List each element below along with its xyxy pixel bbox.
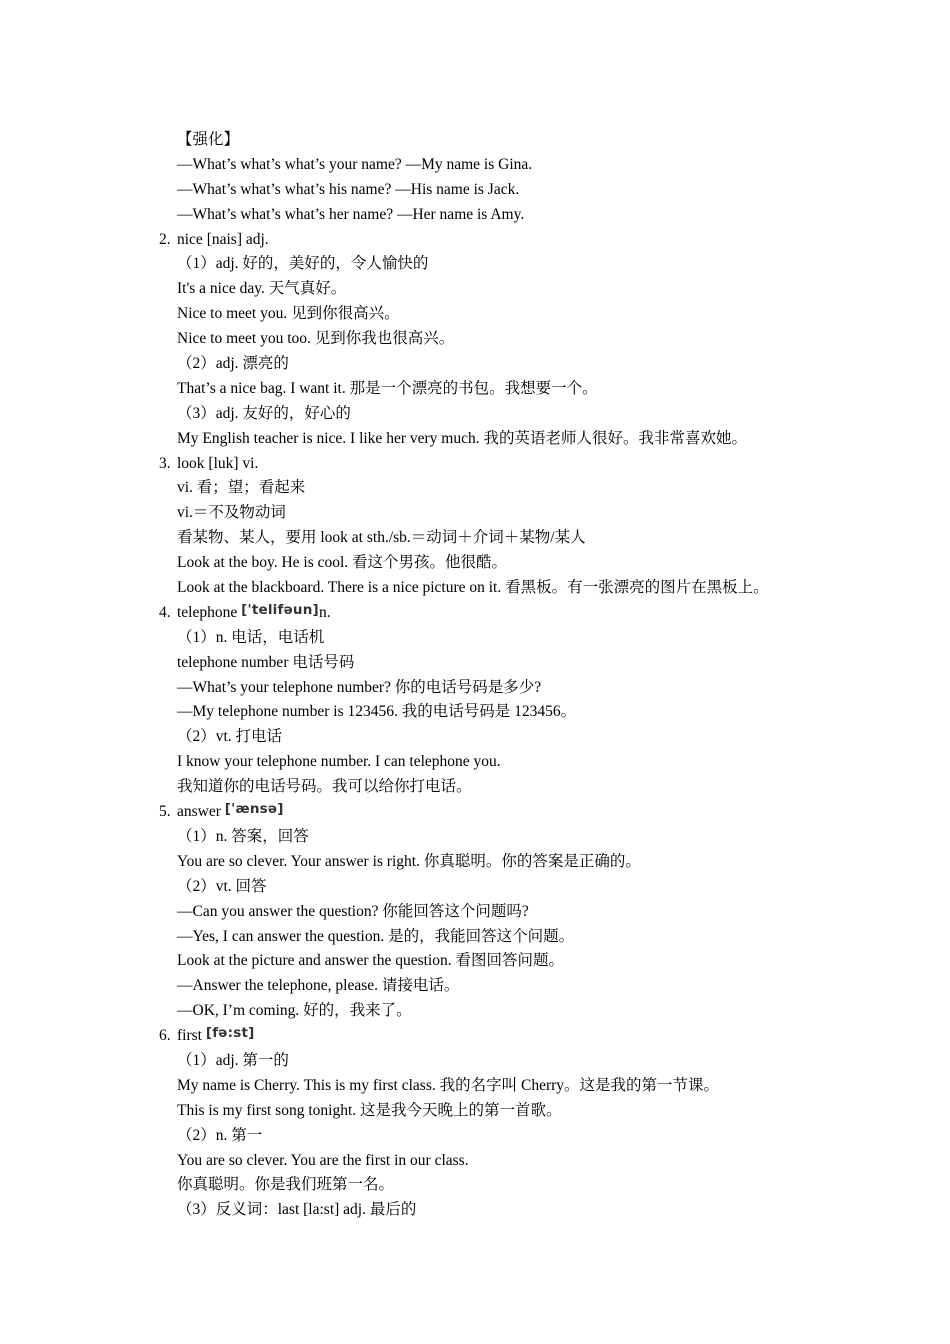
text-line: —Can you answer the question? 你能回答这个问题吗? bbox=[177, 902, 529, 920]
phonetic-transcription: ['ænsə] bbox=[224, 801, 284, 818]
text-line: 【强化】 bbox=[177, 131, 240, 148]
text-line: （3）反义词：last [la:st] adj. 最后的 bbox=[177, 1201, 417, 1219]
text-line: This is my first song tonight. 这是我今天晚上的第一首歌。 bbox=[177, 1101, 562, 1119]
text-line: My English teacher is nice. I like her very much. 我的英语老师人很好。我非常喜欢她。 bbox=[177, 429, 747, 447]
text-line: （3）adj. 友好的，好心的 bbox=[177, 404, 351, 422]
text-line: —What’s what’s what’s his name? —His name is Jack. bbox=[177, 180, 520, 198]
text-line: —What’s what’s what’s your name? —My name is Gina. bbox=[177, 155, 533, 173]
text-line: Nice to meet you. 见到你很高兴。 bbox=[177, 305, 400, 323]
document-body bbox=[159, 128, 859, 1223]
vocab-word: telephone bbox=[177, 603, 242, 621]
text-line: —My telephone number is 123456. 我的电话号码是 123456。 bbox=[177, 703, 577, 721]
text-line: —Answer the telephone, please. 请接电话。 bbox=[177, 977, 460, 995]
text-line: I know your telephone number. I can telephone you. bbox=[177, 753, 501, 771]
vocab-word: answer bbox=[177, 803, 225, 821]
item-number: 6. bbox=[159, 1027, 171, 1045]
vocab-heading bbox=[159, 1024, 859, 1049]
vocab-heading bbox=[159, 452, 859, 477]
text-line: Look at the picture and answer the question. 看图回答问题。 bbox=[177, 952, 564, 970]
text-line: —What’s what’s what’s her name? —Her name is Amy. bbox=[177, 205, 525, 223]
text-line: 我知道你的电话号码。我可以给你打电话。 bbox=[177, 778, 472, 796]
text-line: 你真聪明。你是我们班第一名。 bbox=[177, 1176, 395, 1194]
text-line: You are so clever. You are the first in our class. bbox=[177, 1151, 469, 1169]
item-number: 2. bbox=[159, 230, 171, 248]
vocab-heading bbox=[159, 601, 859, 626]
text-line: （1）n. 答案，回答 bbox=[177, 827, 309, 845]
text-line: （2）vt. 打电话 bbox=[177, 728, 283, 746]
text-line: —OK, I’m coming. 好的，我来了。 bbox=[177, 1002, 412, 1020]
text-line: （2）n. 第一 bbox=[177, 1126, 263, 1144]
text-line: You are so clever. Your answer is right. 你真聪明。你的答案是正确的。 bbox=[177, 852, 641, 870]
text-line: （2）vt. 回答 bbox=[177, 877, 267, 895]
text-line: Nice to meet you too. 见到你我也很高兴。 bbox=[177, 330, 455, 348]
text-line: Look at the boy. He is cool. 看这个男孩。他很酷。 bbox=[177, 554, 508, 572]
part-of-speech: n. bbox=[318, 603, 331, 621]
item-number: 3. bbox=[159, 454, 171, 472]
text-line: Look at the blackboard. There is a nice picture on it. 看黑板。有一张漂亮的图片在黑板上。 bbox=[177, 579, 769, 597]
vocab-word: nice [nais] adj. bbox=[177, 230, 269, 248]
text-line: vi. 看；望；看起来 bbox=[177, 479, 306, 497]
text-line: （2）adj. 漂亮的 bbox=[177, 355, 289, 373]
text-line: （1）n. 电话，电话机 bbox=[177, 628, 325, 646]
text-line: It's a nice day. 天气真好。 bbox=[177, 280, 347, 298]
text-line: （1）adj. 第一的 bbox=[177, 1051, 289, 1069]
text-line: —Yes, I can answer the question. 是的，我能回答这个问题。 bbox=[177, 927, 575, 945]
phonetic-transcription: [fə:st] bbox=[205, 1025, 255, 1042]
text-line: telephone number 电话号码 bbox=[177, 653, 355, 671]
vocab-heading bbox=[159, 800, 859, 825]
text-line: vi.＝不及物动词 bbox=[177, 504, 286, 522]
vocab-heading bbox=[159, 228, 859, 253]
vocab-word: look [luk] vi. bbox=[177, 454, 259, 472]
text-line: 看某物、某人，要用 look at sth./sb.＝动词＋介词＋某物/某人 bbox=[177, 529, 586, 547]
item-number: 4. bbox=[159, 603, 171, 621]
text-line: My name is Cherry. This is my first class. 我的名字叫 Cherry。这是我的第一节课。 bbox=[177, 1076, 720, 1094]
phonetic-transcription: ['telifəun] bbox=[241, 601, 319, 618]
item-number: 5. bbox=[159, 803, 171, 821]
vocab-word: first bbox=[177, 1027, 206, 1045]
text-line: （1）adj. 好的，美好的，令人愉快的 bbox=[177, 255, 429, 273]
text-line: That’s a nice bag. I want it. 那是一个漂亮的书包。我想要一个。 bbox=[177, 379, 598, 397]
text-line: —What’s your telephone number? 你的电话号码是多少? bbox=[177, 678, 542, 696]
